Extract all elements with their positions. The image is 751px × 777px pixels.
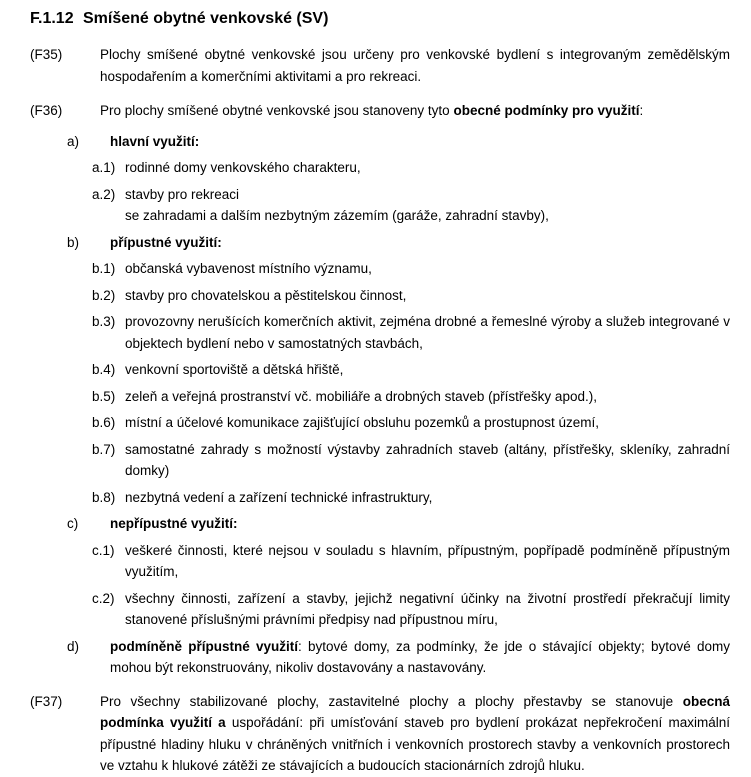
paragraph-f37	[30, 691, 730, 777]
item-label: a)	[67, 133, 80, 149]
text-segment: obecné podmínky pro využití	[453, 103, 640, 118]
section-title: Smíšené obytné venkovské (SV)	[83, 10, 329, 27]
item-text	[110, 232, 730, 254]
subitem-label: c.1)	[92, 542, 115, 558]
text-segment: místní a účelové komunikace zajišťující obsluhu pozemků a prostupnost území,	[125, 415, 600, 430]
conditions-list	[30, 131, 730, 679]
list-subitem-b8	[92, 487, 730, 509]
section-number: F.1.12	[30, 10, 74, 27]
text-segment: uspořádání: při umísťování staveb pro bydlení prokázat nepřekročení maximální přípustné hladiny hluku v chráněných vnitřních i venkovních prostorech stavby a venkovních prostorech ve vztahu k hlukové zátěži ze stávajících a budoucích stacionárních zdrojů hluku.	[100, 715, 730, 773]
text-segment: provozovny nerušících komerčních aktivit, zejména drobné a řemeslné výroby a služeb integrované v objektech bydlení nebo v samostatných stavbách,	[125, 314, 730, 351]
text-segment: všechny činnosti, zařízení a stavby, jejichž negativní účinky na životní prostředí překračují limity stanovené příslušnými právními předpisy nad přípustnou míru,	[125, 590, 730, 627]
subitem-label: b.1)	[92, 261, 116, 276]
list-subitem-b2	[92, 285, 730, 307]
subitem-text	[125, 157, 730, 179]
subitem-label: b.3)	[92, 314, 116, 329]
subitem-continuation: se zahradami a dalším nezbytným zázemím (garáže, zahradní stavby),	[125, 208, 549, 223]
subitem-text	[125, 386, 730, 408]
list-subitem-b4	[92, 359, 730, 381]
text-segment: Pro plochy smíšené obytné venkovské jsou stanoveny tyto	[100, 103, 454, 118]
list-subitem-a2	[92, 184, 730, 227]
list-subitem-b6	[92, 412, 730, 434]
subitem-text	[125, 588, 730, 631]
subitem-text	[125, 487, 730, 509]
text-segment: samostatné zahrady s možností výstavby zahradních staveb (altány, přístřešky, skleníky, zahradní domky)	[125, 441, 730, 478]
text-segment: veškeré činnosti, které nejsou v souladu s hlavním, přípustným, popřípadě podmíněně přípustným využitím,	[125, 542, 730, 579]
text-segment: stavby pro chovatelskou a pěstitelskou činnost,	[125, 287, 407, 303]
text-segment: Plochy smíšené obytné venkovské jsou určeny pro venkovské bydlení s integrovaným zemědělským hospodařením a komerčními aktivitami a pro rekreaci.	[100, 47, 730, 84]
subitem-label: b.4)	[92, 362, 116, 377]
list-item-c	[67, 513, 730, 535]
list-item-d	[67, 636, 730, 679]
text-segment: nepřípustné využití:	[110, 516, 238, 531]
list-subitem-b3	[92, 311, 730, 354]
text-segment: rodinné domy venkovského charakteru,	[125, 160, 361, 175]
item-label: b)	[67, 234, 80, 250]
subitem-label: a.2)	[92, 186, 116, 202]
item-text	[110, 636, 730, 679]
subitem-text	[125, 311, 730, 354]
text-segment: : bytové domy, za podmínky, že jde o stávající objekty; bytové domy mohou být rekonstruovány, nikoliv dostavovány a nastavovány.	[110, 638, 730, 675]
list-item-b	[67, 232, 730, 254]
list-subitem-a1	[92, 157, 730, 179]
text-segment: občanská vybavenost místního významu,	[125, 261, 372, 276]
text-segment: podmíněně přípustné využití	[110, 638, 298, 654]
subitem-label: b.8)	[92, 489, 116, 505]
subitem-label: b.2)	[92, 287, 116, 303]
subitem-label: b.5)	[92, 388, 116, 404]
paragraph-label: (F36)	[30, 103, 63, 118]
list-subitem-c1	[92, 540, 730, 583]
subitem-text	[125, 439, 730, 482]
subitem-text	[125, 258, 730, 280]
subitem-label: c.2)	[92, 590, 115, 606]
text-segment: Pro všechny stabilizované plochy, zastavitelné plochy a plochy přestavby se stanovuje	[100, 693, 683, 709]
item-text	[110, 513, 730, 535]
subitem-text	[125, 412, 730, 434]
subitem-label: b.6)	[92, 415, 116, 430]
item-label: c)	[67, 516, 79, 531]
text-segment: venkovní sportoviště a dětská hřiště,	[125, 362, 344, 377]
paragraph-label: (F37)	[30, 693, 63, 709]
section-heading	[30, 8, 730, 30]
list-subitem-b5	[92, 386, 730, 408]
paragraph-f36	[30, 100, 730, 122]
text-segment: zeleň a veřejná prostranství vč. mobiliáře a drobných staveb (přístřešky apod.),	[125, 388, 597, 404]
subitem-text	[125, 359, 730, 381]
text-segment: obecná podmínka využití a	[100, 693, 730, 730]
list-item-a	[67, 131, 730, 153]
paragraph-f35	[30, 44, 730, 87]
subitem-text-line	[125, 184, 730, 206]
item-text	[110, 131, 730, 153]
text-segment: stavby pro rekreaci	[125, 186, 240, 202]
text-segment: přípustné využití:	[110, 234, 222, 250]
paragraph-text	[100, 100, 730, 122]
paragraph-label: (F35)	[30, 47, 63, 62]
text-segment: hlavní využití:	[110, 133, 200, 149]
list-subitem-b7	[92, 439, 730, 482]
subitem-text	[125, 184, 730, 227]
text-segment: nezbytná vedení a zařízení technické infrastruktury,	[125, 489, 433, 505]
list-subitem-b1	[92, 258, 730, 280]
list-subitem-c2	[92, 588, 730, 631]
subitem-text	[125, 540, 730, 583]
subitem-label: a.1)	[92, 160, 116, 175]
subitem-label: b.7)	[92, 441, 116, 457]
paragraph-text	[100, 44, 730, 87]
text-segment: :	[639, 103, 644, 118]
paragraph-text	[100, 691, 730, 777]
subitem-text	[125, 285, 730, 307]
item-label: d)	[67, 638, 80, 654]
